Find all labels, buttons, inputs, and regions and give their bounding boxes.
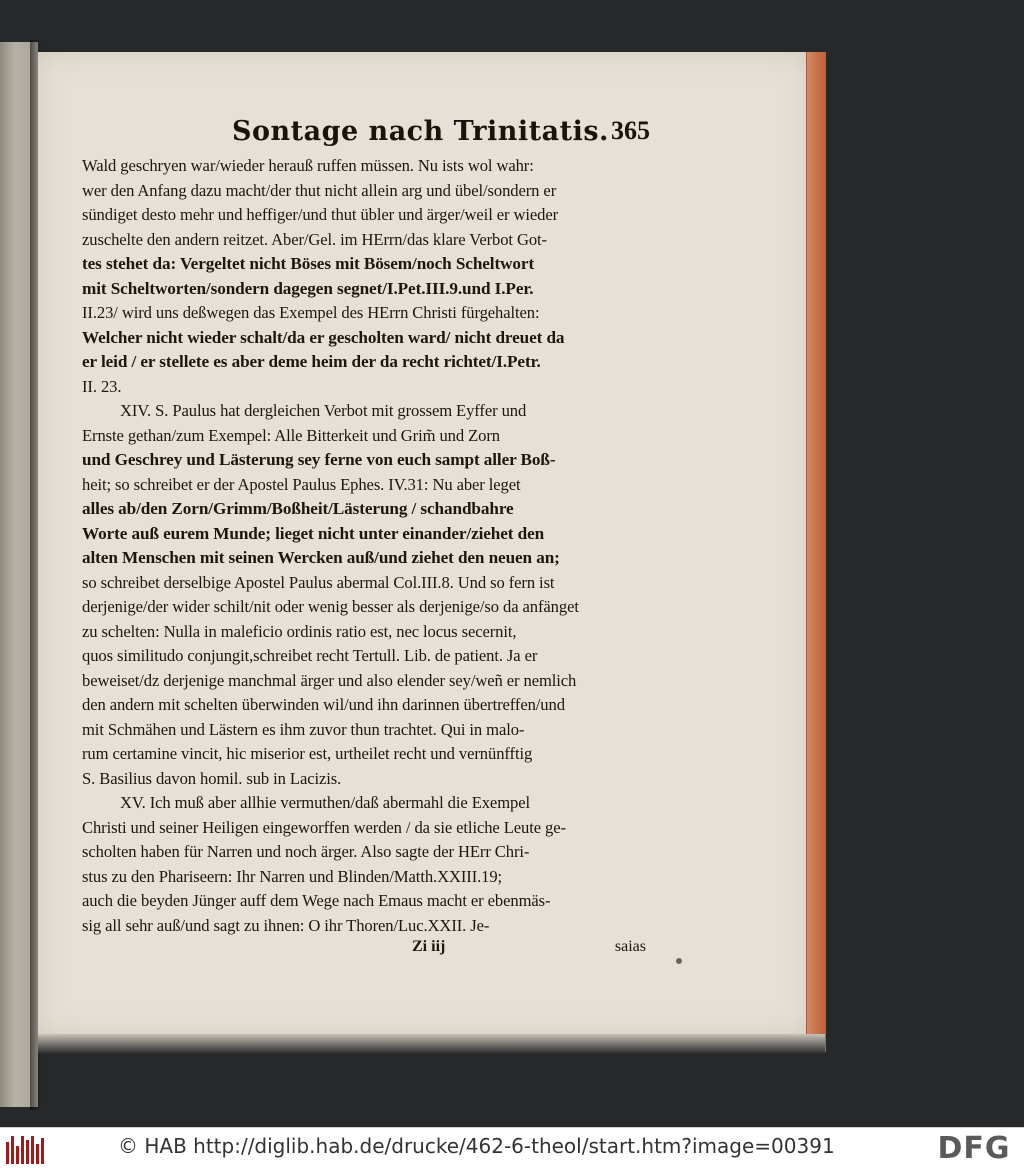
text-line: S. Basilius davon homil. sub in Lacizis. [82, 768, 342, 788]
hab-logo-icon [6, 1132, 46, 1164]
text-line: beweiset/dz derjenige manchmal ärger und also elender sey/weñ er nemlich [82, 670, 577, 690]
text-line: alles ab/den Zorn/Grimm/Boßheit/Lästerung / schandbahre [82, 499, 514, 518]
text-line: den andern mit schelten überwinden wil/und ihn darinnen übertreffen/und [82, 695, 565, 714]
text-line: sig all sehr auß/und sagt zu ihnen: O ihr Thoren/Luc.XXII. Je- [82, 915, 490, 935]
text-line: sündiget desto mehr und heffiger/und thut übler und ärger/weil er wieder [82, 205, 559, 224]
text-line: rum certamine vincit, hic miserior est, urtheilet recht und vernünfftig [82, 744, 533, 763]
text-line: so schreibet derselbige Apostel Paulus abermal Col.III.8. Und so fern ist [82, 572, 555, 592]
text-line: quos similitudo conjungit,schreibet recht Tertull. Lib. de patient. Ja er [82, 646, 538, 665]
body-text [82, 154, 652, 938]
running-head: Sontage nach Trinitatis. [232, 116, 609, 147]
dfg-logo: DFG [937, 1130, 1011, 1166]
text-line: Ernste gethan/zum Exempel: Alle Bitterkeit und Grim̃ und Zorn [82, 425, 500, 445]
show-through-text [90, 912, 650, 934]
text-line: II.23/ wird uns deßwegen das Exempel des HErrn Christi fürgehalten: [82, 303, 540, 322]
paper-speck [676, 958, 682, 964]
text-line: heit; so schreibet er der Apostel Paulus Ephes. IV.31: Nu aber leget [82, 474, 521, 494]
page-footer-line [82, 938, 652, 964]
text-line: scholten haben für Narren und noch ärger. Also sagte der HErr Chri- [82, 842, 530, 861]
page-header [82, 112, 652, 154]
text-line: zu schelten: Nulla in maleficio ordinis ratio est, nec locus secernit, [82, 621, 517, 641]
signature-mark: Zi iij [412, 938, 446, 955]
previous-page-bleed-text [2, 172, 32, 972]
catchword: saias [614, 938, 646, 955]
text-line: derjenige/der wider schilt/nit oder wenig besser als derjenige/so da anfänget [82, 597, 579, 616]
page-fore-edge [806, 52, 826, 1052]
copyright-url[interactable]: © HAB http://diglib.hab.de/drucke/462-6-theol/start.htm?image=00391 [118, 1134, 835, 1158]
text-line: er leid / er stellete es aber deme heim der da recht richtet/I.Petr. [82, 352, 541, 371]
page-number: 365 [611, 116, 650, 145]
text-line: Wald geschryen war/wieder herauß ruffen müssen. Nu ists wol wahr: [82, 156, 534, 175]
text-line: stus zu den Phariseern: Ihr Narren und Blinden/Matth.XXIII.19; [82, 866, 503, 886]
text-line: mit Scheltworten/sondern dagegen segnet/I.Pet.III.9.und I.Per. [82, 278, 534, 298]
text-line: XV. Ich muß aber allhie vermuthen/daß abermahl die Exempel [120, 793, 530, 812]
text-line: alten Menschen mit seinen Wercken auß/und ziehet den neuen an; [82, 548, 560, 567]
text-line: Worte auß eurem Munde; lieget nicht unter einander/ziehet den [82, 523, 545, 543]
text-line: und Geschrey und Lästerung sey ferne von euch sampt aller Boß- [82, 450, 556, 469]
text-line: II. 23. [82, 376, 122, 396]
text-line: mit Schmähen und Lästern es ihm zuvor thun trachtet. Qui in malo- [82, 719, 525, 739]
text-line: zuschelte den andern reitzet. Aber/Gel. im HErrn/das klare Verbot Got- [82, 229, 547, 249]
text-line: wer den Anfang dazu macht/der thut nicht allein arg und übel/sondern er [82, 180, 557, 200]
viewer-footer [0, 1127, 1024, 1168]
text-line: auch die beyden Jünger auff dem Wege nach Emaus macht er ebenmäs- [82, 891, 551, 910]
page-text-block [82, 112, 652, 964]
text-line: Welcher nicht wieder schalt/da er gescholten ward/ nicht dreuet da [82, 327, 565, 347]
page-bottom-edge [38, 1034, 825, 1054]
text-line: tes stehet da: Vergeltet nicht Böses mit Bösem/noch Scheltwort [82, 254, 535, 273]
text-line: XIV. S. Paulus hat dergleichen Verbot mit grossem Eyffer und [120, 401, 527, 420]
text-line: Christi und seiner Heiligen eingeworffen werden / da sie etliche Leute ge- [82, 817, 566, 837]
